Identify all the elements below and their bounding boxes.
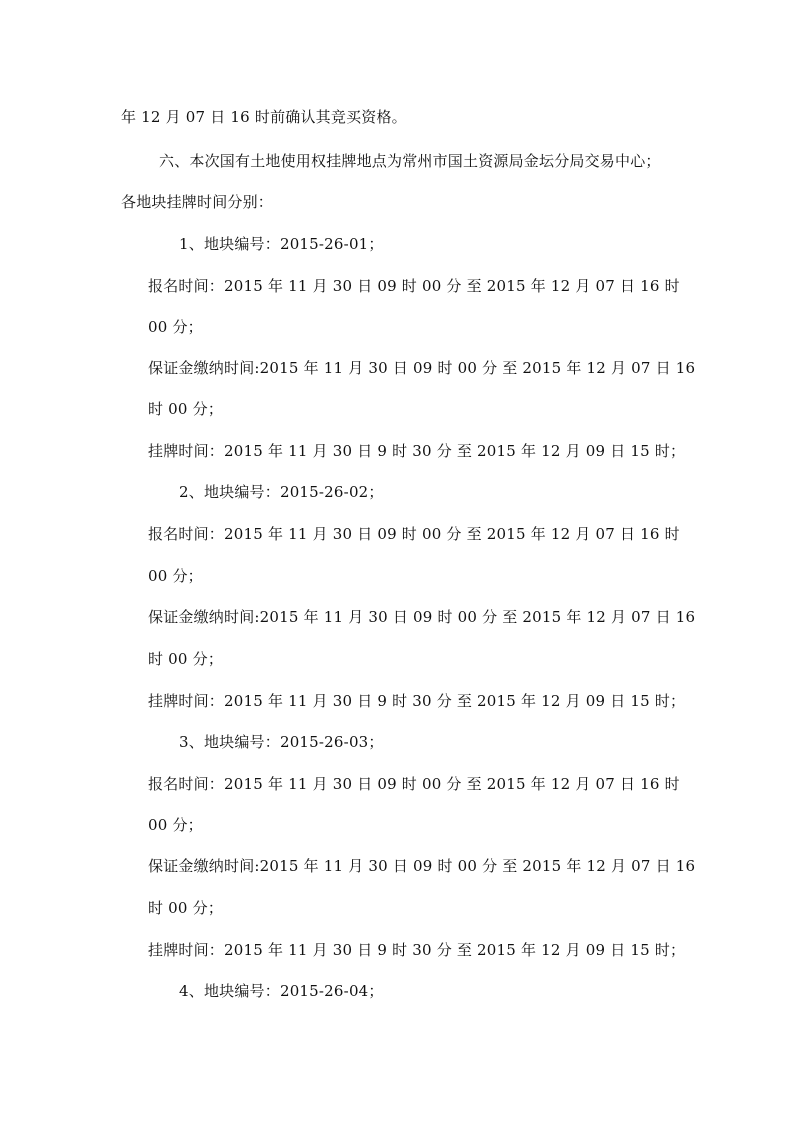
parcel-3-listing-time: 挂牌时间：2015 年 11 月 30 日 9 时 30 分 至 2015 年 12 月 09 日 15 时；: [148, 941, 686, 959]
parcel-2-register-time: 报名时间：2015 年 11 月 30 日 09 时 00 分 至 2015 年 12 月 07 日 16 时: [148, 525, 680, 543]
parcel-2-register-time-cont: 00 分；: [148, 567, 203, 585]
parcel-3-register-time: 报名时间：2015 年 11 月 30 日 09 时 00 分 至 2015 年 12 月 07 日 16 时: [148, 775, 680, 793]
parcel-1-heading: 1、地块编号：2015-26-01；: [179, 235, 384, 253]
parcel-3-heading: 3、地块编号：2015-26-03；: [179, 733, 384, 751]
parcel-2-listing-time: 挂牌时间：2015 年 11 月 30 日 9 时 30 分 至 2015 年 12 月 09 日 15 时；: [148, 692, 686, 710]
parcel-1-deposit-time: 保证金缴纳时间:2015 年 11 月 30 日 09 时 00 分 至 2015 年 12 月 07 日 16: [148, 359, 696, 377]
parcel-1-deposit-time-cont: 时 00 分；: [148, 400, 224, 418]
intro-line-1: 年 12 月 07 日 16 时前确认其竞买资格。: [121, 108, 407, 126]
parcel-3-deposit-time: 保证金缴纳时间:2015 年 11 月 30 日 09 时 00 分 至 2015 年 12 月 07 日 16: [148, 857, 696, 875]
parcel-1-listing-time: 挂牌时间：2015 年 11 月 30 日 9 时 30 分 至 2015 年 12 月 09 日 15 时；: [148, 442, 686, 460]
parcel-4-heading: 4、地块编号：2015-26-04；: [179, 982, 384, 1000]
parcel-2-deposit-time-cont: 时 00 分；: [148, 650, 224, 668]
parcel-2-heading: 2、地块编号：2015-26-02；: [179, 483, 384, 501]
parcel-2-deposit-time: 保证金缴纳时间:2015 年 11 月 30 日 09 时 00 分 至 2015 年 12 月 07 日 16: [148, 608, 696, 626]
parcel-3-deposit-time-cont: 时 00 分；: [148, 899, 224, 917]
intro-line-2: 六、本次国有土地使用权挂牌地点为常州市国土资源局金坛分局交易中心；: [159, 152, 661, 170]
parcel-1-register-time: 报名时间：2015 年 11 月 30 日 09 时 00 分 至 2015 年 12 月 07 日 16 时: [148, 277, 680, 295]
parcel-3-register-time-cont: 00 分；: [148, 816, 203, 834]
parcel-1-register-time-cont: 00 分；: [148, 318, 203, 336]
intro-line-3: 各地块挂牌时间分别：: [121, 193, 274, 211]
